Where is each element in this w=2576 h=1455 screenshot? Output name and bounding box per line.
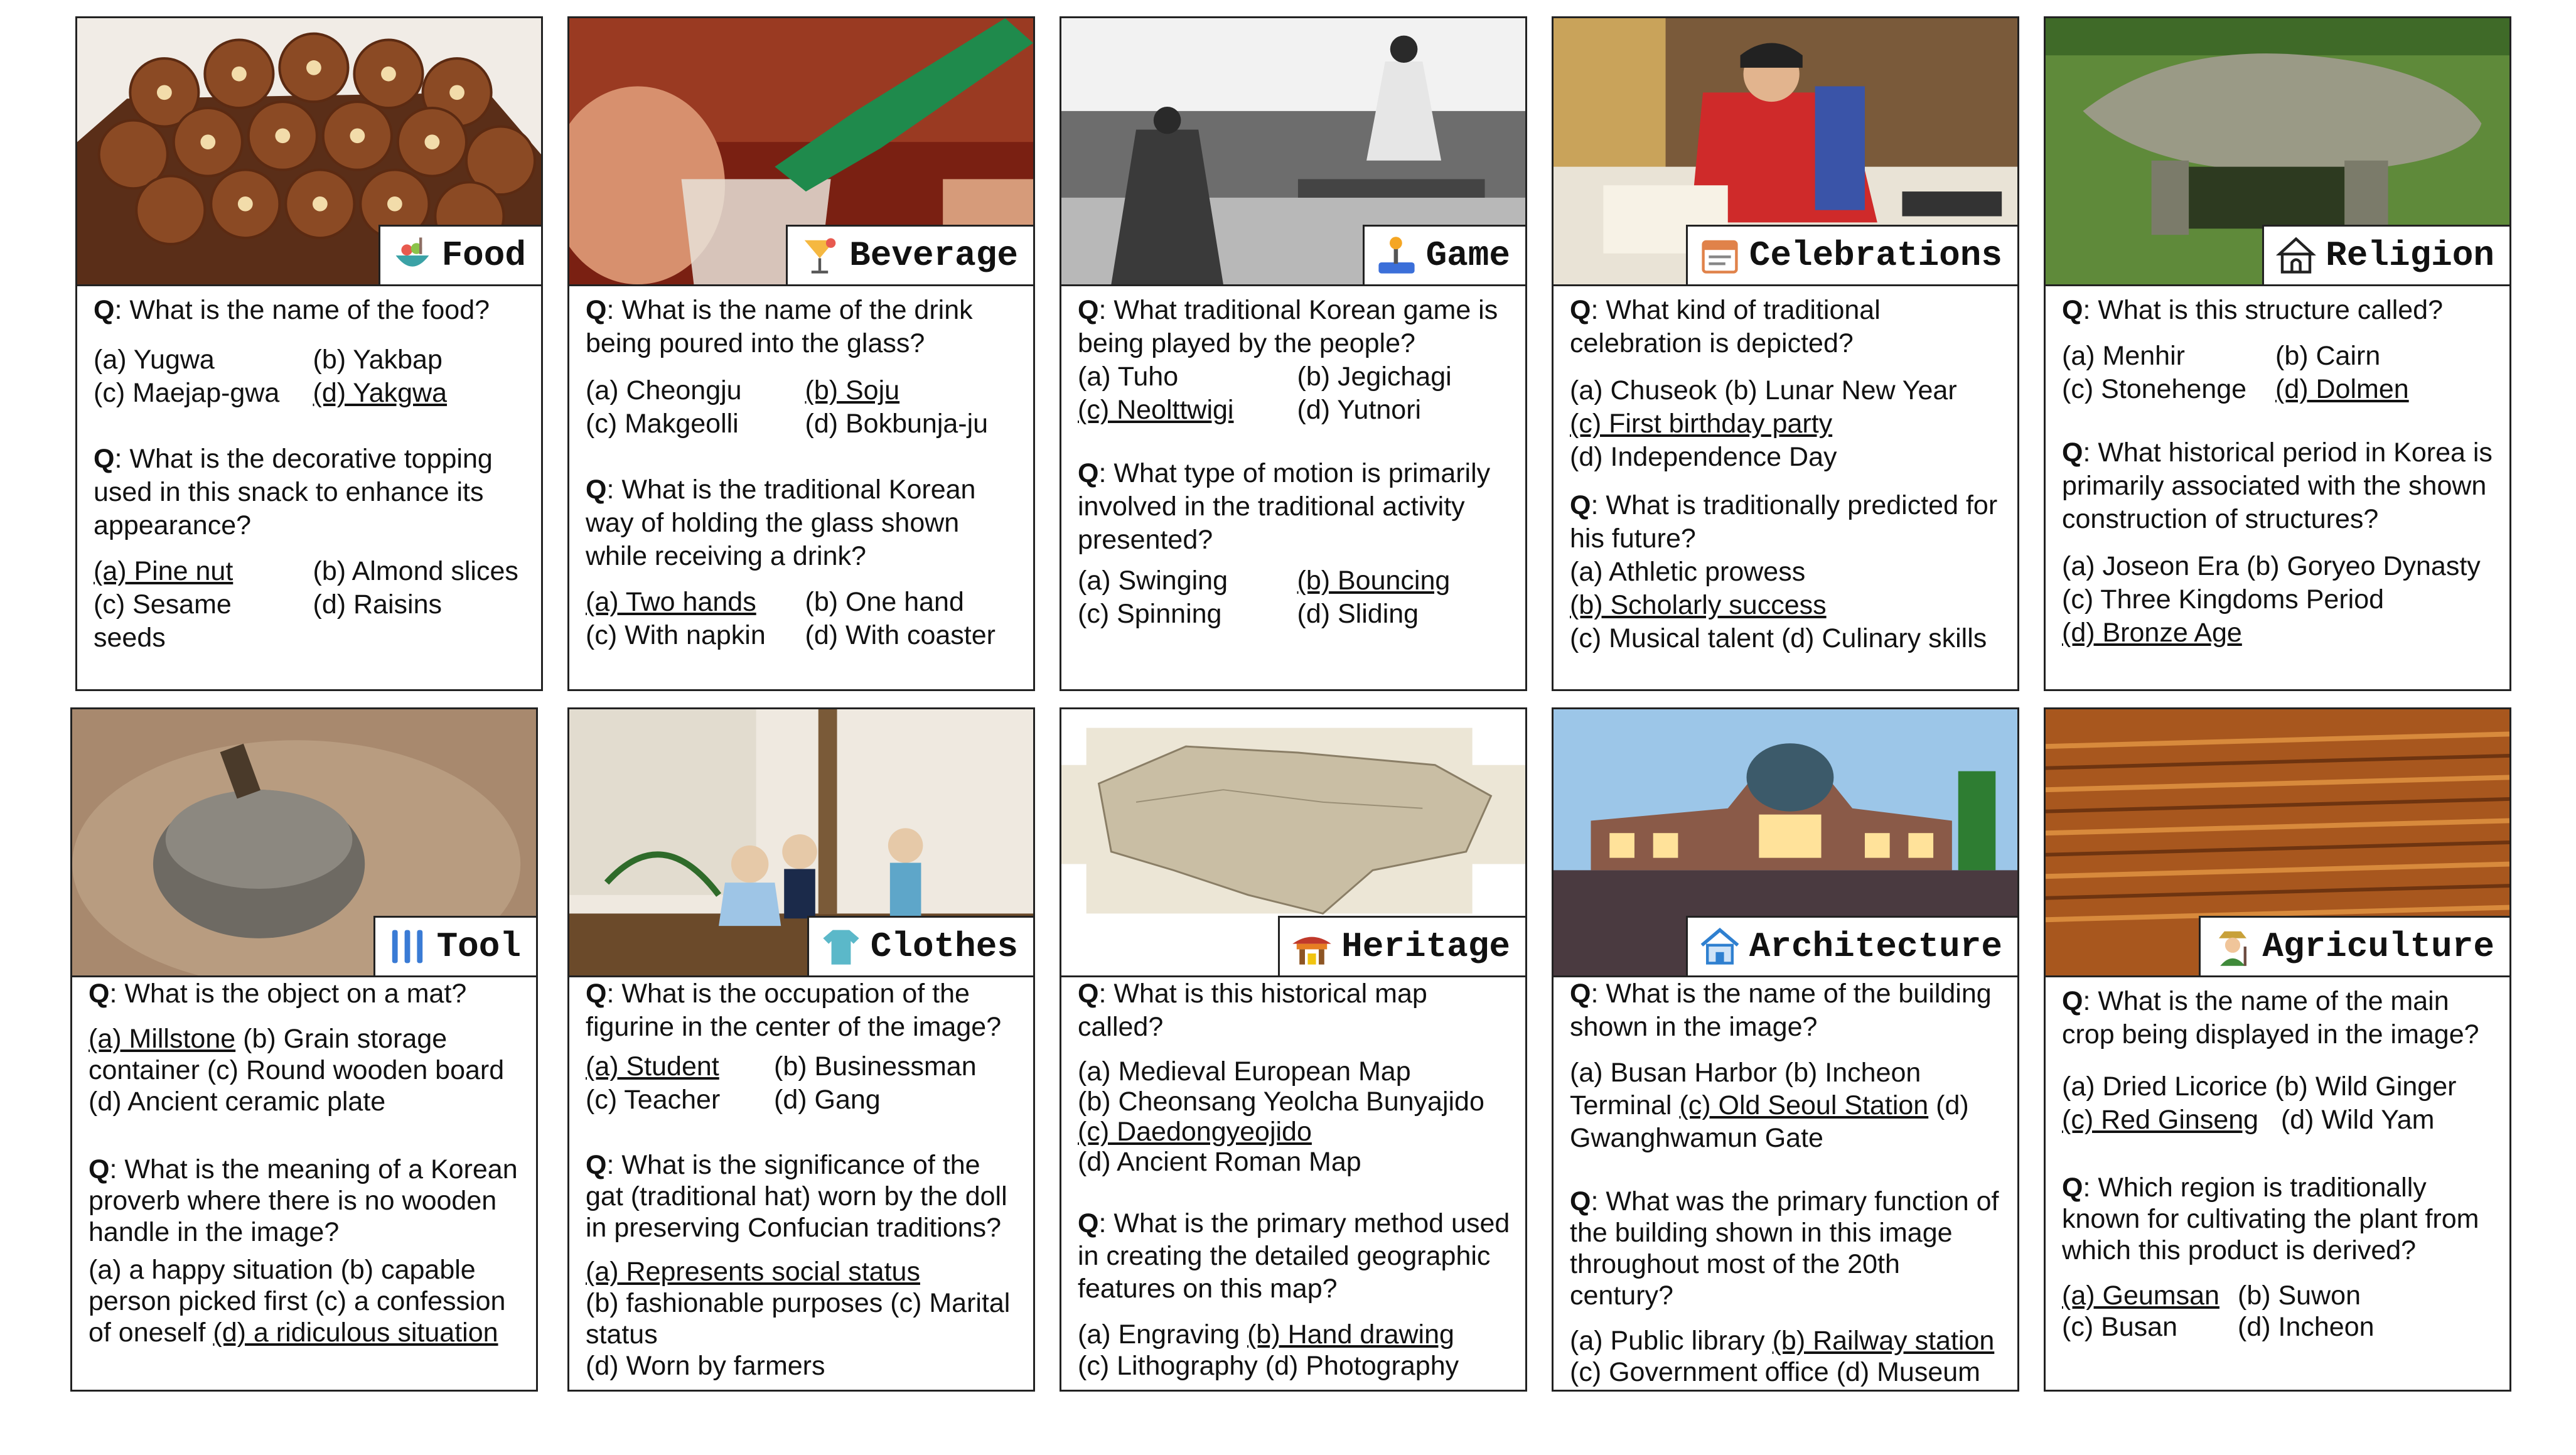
question-2: Q: What type of motion is primarily involved in the traditional activity presented? <box>1078 458 1491 555</box>
option: (b) capable person picked first <box>89 1255 476 1316</box>
option-correct: (c) Neolttwigi <box>1078 395 1234 425</box>
option-correct: (b) Hand drawing <box>1247 1319 1454 1350</box>
option: (c) Makgeolli <box>586 409 739 439</box>
option-correct: (a) Millstone <box>89 1024 236 1054</box>
option: (c) Round wooden board <box>207 1055 505 1085</box>
options-2 <box>1570 556 2002 655</box>
card-clothes <box>567 707 1035 1392</box>
option: (a) Public library <box>1570 1326 1765 1356</box>
option-correct: (b) Bouncing <box>1297 566 1451 596</box>
question-2: Q: What historical period in Korea is primarily associated with the shown construction of structures? <box>2062 438 2493 534</box>
option-correct: (d) Dolmen <box>2275 374 2409 404</box>
option-correct: (a) Two hands <box>586 587 756 617</box>
card-heritage <box>1060 707 1527 1392</box>
option: (c) Spinning <box>1078 599 1222 629</box>
utensils-icon <box>387 926 428 967</box>
option: (d) Ancient ceramic plate <box>89 1087 386 1117</box>
option-correct: (a) Represents social status <box>586 1257 920 1287</box>
religion-photo <box>2044 16 2511 286</box>
card-agriculture <box>2044 707 2511 1392</box>
question-1: Q: What is the name of the main crop being displayed in the image? <box>2062 986 2479 1050</box>
options-1 <box>1570 1056 2002 1154</box>
option-correct: (a) Student <box>586 1051 719 1082</box>
calendar-icon <box>1699 235 1741 276</box>
option-correct: (d) Yakgwa <box>313 378 448 408</box>
options-2 <box>94 555 526 655</box>
celebrations-photo <box>1552 16 2019 286</box>
card-religion <box>2044 16 2511 691</box>
option-correct: (a) Pine nut <box>94 556 233 586</box>
option: (d) Gang <box>774 1085 881 1115</box>
tool-photo <box>70 707 538 977</box>
category-label <box>1686 225 2019 286</box>
option-correct: (b) Railway station <box>1772 1326 1995 1356</box>
card-celebrations <box>1552 16 2019 691</box>
option: (a) Swinging <box>1078 566 1228 596</box>
category-name: Tool <box>436 926 521 967</box>
option: (c) Lithography <box>1078 1351 1258 1381</box>
option-correct: (d) a ridiculous situation <box>213 1318 498 1348</box>
card-game <box>1060 16 1527 691</box>
option: (a) Menhir <box>2062 341 2185 371</box>
option: (d) Ancient Roman Map <box>1078 1147 1361 1177</box>
option: (d) With coaster <box>805 620 996 650</box>
option-correct: (a) Geumsan <box>2062 1281 2219 1311</box>
food-bowl-icon <box>392 235 433 276</box>
category-label <box>1686 916 2019 977</box>
category-name: Agriculture <box>2262 926 2494 967</box>
category-name: Architecture <box>1749 926 2002 967</box>
options-2 <box>586 586 1018 652</box>
option: (a) Joseon Era <box>2062 551 2240 581</box>
option: (b) Lunar New Year <box>1724 375 1957 405</box>
option: (c) Government office <box>1570 1357 1829 1387</box>
category-name: Clothes <box>870 926 1018 967</box>
option: (c) Sesame seeds <box>94 589 232 653</box>
options-1 <box>2062 1070 2494 1137</box>
options-2 <box>1078 564 1510 631</box>
temple-icon <box>2275 235 2317 276</box>
question-2: Q: What is the meaning of a Korean proverb where there is no wooden handle in the image? <box>89 1154 518 1247</box>
option: (b) Businessman <box>774 1051 977 1082</box>
question-1: Q: What kind of traditional celebration is depicted? <box>1570 295 1881 358</box>
option: (d) Independence Day <box>1570 442 1837 472</box>
option: (d) Gwanghwamun Gate <box>1570 1090 1969 1153</box>
category-name: Celebrations <box>1749 235 2002 276</box>
question-2: Q: What is traditionally predicted for his future? <box>1570 490 1998 554</box>
question-panel <box>2044 975 2511 1392</box>
options-2 <box>1570 1325 2002 1388</box>
option: (d) Photography <box>1265 1351 1459 1381</box>
option: (c) Stonehenge <box>2062 374 2247 404</box>
option: (a) Yugwa <box>94 345 215 375</box>
joystick-icon <box>1376 235 1417 276</box>
question-1: Q: What is this historical map called? <box>1078 979 1427 1042</box>
option: (b) Almond slices <box>313 556 518 586</box>
option: (a) Tuho <box>1078 362 1179 392</box>
question-panel <box>1552 284 2019 691</box>
option: (d) Yutnori <box>1297 395 1422 425</box>
category-name: Game <box>1425 235 1510 276</box>
question-panel <box>567 284 1035 691</box>
category-label <box>373 916 538 977</box>
tshirt-icon <box>820 926 862 967</box>
question-1: Q: What is the occupation of the figurine in the center of the image? <box>586 979 1002 1042</box>
option: (d) Bokbunja-ju <box>805 409 989 439</box>
option: (b) Suwon <box>2238 1281 2361 1311</box>
category-label <box>786 225 1035 286</box>
options-2 <box>2062 1280 2494 1343</box>
option: (a) Engraving <box>1078 1319 1240 1350</box>
options-1 <box>94 343 526 410</box>
category-name: Heritage <box>1341 926 1510 967</box>
option: (b) fashionable purposes <box>586 1288 883 1318</box>
option: (c) Marital status <box>586 1288 1011 1350</box>
option-correct: (d) Bronze Age <box>2062 618 2242 648</box>
option: (c) Maejap-gwa <box>94 378 280 408</box>
question-1: Q: What is the name of the food? <box>94 295 490 325</box>
heritage-gate-icon <box>1291 926 1333 967</box>
agriculture-photo <box>2044 707 2511 977</box>
option: (b) Jegichagi <box>1297 362 1452 392</box>
option: (d) Museum <box>1836 1357 1980 1387</box>
question-2: Q: What is the primary method used in creating the detailed geographic features on this map? <box>1078 1208 1510 1304</box>
category-label <box>1363 225 1527 286</box>
option: (d) Culinary skills <box>1781 623 1987 653</box>
option: (d) Raisins <box>313 589 442 620</box>
option: (b) Yakbap <box>313 345 443 375</box>
question-1: Q: What is the object on a mat? <box>89 979 467 1009</box>
question-2: Q: What is the traditional Korean way of holding the glass shown while receiving a drink? <box>586 475 976 571</box>
option: (a) Athletic prowess <box>1570 557 1806 587</box>
option: (a) Cheongju <box>586 375 742 405</box>
question-1: Q: What traditional Korean game is being played by the people? <box>1078 295 1498 358</box>
option: (b) Incheon Terminal <box>1570 1058 1921 1120</box>
card-beverage <box>567 16 1035 691</box>
option-correct: (c) First birthday party <box>1570 409 1833 439</box>
question-1: Q: What is the name of the building shown in the image? <box>1570 979 1992 1042</box>
question-panel <box>2044 284 2511 691</box>
option: (c) With napkin <box>586 620 766 650</box>
option-correct: (c) Daedongyeojido <box>1078 1117 1312 1147</box>
question-panel <box>75 284 543 691</box>
options-1 <box>2062 340 2494 406</box>
game-photo <box>1060 16 1527 286</box>
heritage-photo <box>1060 707 1527 977</box>
options-2 <box>586 1256 1018 1382</box>
house-icon <box>1699 926 1741 967</box>
options-1 <box>89 1023 521 1117</box>
category-label <box>2199 916 2511 977</box>
option: (c) Busan <box>2062 1312 2178 1342</box>
question-2: Q: What is the significance of the gat (traditional hat) worn by the doll in preserving Confucian traditions? <box>586 1150 1007 1243</box>
option: (a) a happy situation <box>89 1255 333 1285</box>
option: (b) Cheonsang Yeolcha Bunyajido <box>1078 1087 1484 1117</box>
question-panel <box>567 975 1035 1392</box>
option: (a) Dried Licorice <box>2062 1071 2268 1102</box>
card-architecture <box>1552 707 2019 1392</box>
option: (a) Busan Harbor <box>1570 1058 1777 1088</box>
options-2 <box>2062 550 2494 650</box>
question-2: Q: Which region is traditionally known for cultivating the plant from which this product is derived? <box>2062 1173 2479 1265</box>
option: (c) Three Kingdoms Period <box>2062 584 2385 615</box>
option-correct: (c) Old Seoul Station <box>1679 1090 1929 1120</box>
question-panel <box>70 975 538 1392</box>
option: (a) Medieval European Map <box>1078 1056 1411 1087</box>
option: (d) Worn by farmers <box>586 1351 825 1381</box>
question-2: Q: What is the decorative topping used in this snack to enhance its appearance? <box>94 444 493 540</box>
category-label <box>2262 225 2511 286</box>
option-correct: (b) Soju <box>805 375 900 405</box>
option: (d) Sliding <box>1297 599 1419 629</box>
option-correct: (c) Red Ginseng <box>2062 1105 2259 1135</box>
option: (b) Cairn <box>2275 341 2381 371</box>
question-panel <box>1060 284 1527 691</box>
question-1: Q: What is this structure called? <box>2062 295 2444 325</box>
category-label <box>378 225 543 286</box>
option: (c) Musical talent <box>1570 623 1774 653</box>
cocktail-glass-icon <box>799 235 840 276</box>
food-photo <box>75 16 543 286</box>
option: (d) Wild Yam <box>2280 1105 2435 1135</box>
option: (d) Incheon <box>2238 1312 2375 1342</box>
options-1 <box>586 1050 1018 1117</box>
option: (b) Goryeo Dynasty <box>2246 551 2481 581</box>
architecture-photo <box>1552 707 2019 977</box>
question-1: Q: What is the name of the drink being poured into the glass? <box>586 295 973 358</box>
options-1 <box>1078 1056 1510 1177</box>
question-panel <box>1060 975 1527 1392</box>
option: (b) Grain storage container <box>89 1024 448 1085</box>
options-1 <box>1570 374 2002 474</box>
card-tool <box>70 707 538 1392</box>
options-2 <box>1078 1319 1510 1382</box>
option: (b) One hand <box>805 587 964 617</box>
options-1 <box>586 374 1018 441</box>
option: (c) Teacher <box>586 1085 721 1115</box>
question-2: Q: What was the primary function of the building shown in this image throughout most of the 20th century? <box>1570 1186 1999 1311</box>
farmer-icon <box>2212 926 2253 967</box>
options-2 <box>89 1254 521 1348</box>
option: (c) a confession of oneself <box>89 1286 506 1348</box>
options-1 <box>1078 360 1510 427</box>
option: (a) Chuseok <box>1570 375 1717 405</box>
category-label <box>1278 916 1527 977</box>
category-label <box>807 916 1035 977</box>
card-food <box>75 16 543 691</box>
question-panel <box>1552 975 2019 1392</box>
category-name: Religion <box>2326 235 2494 276</box>
option-correct: (b) Scholarly success <box>1570 590 1827 620</box>
category-name: Beverage <box>849 235 1018 276</box>
clothes-photo <box>567 707 1035 977</box>
beverage-photo <box>567 16 1035 286</box>
category-name: Food <box>441 235 526 276</box>
option: (b) Wild Ginger <box>2275 1071 2457 1102</box>
